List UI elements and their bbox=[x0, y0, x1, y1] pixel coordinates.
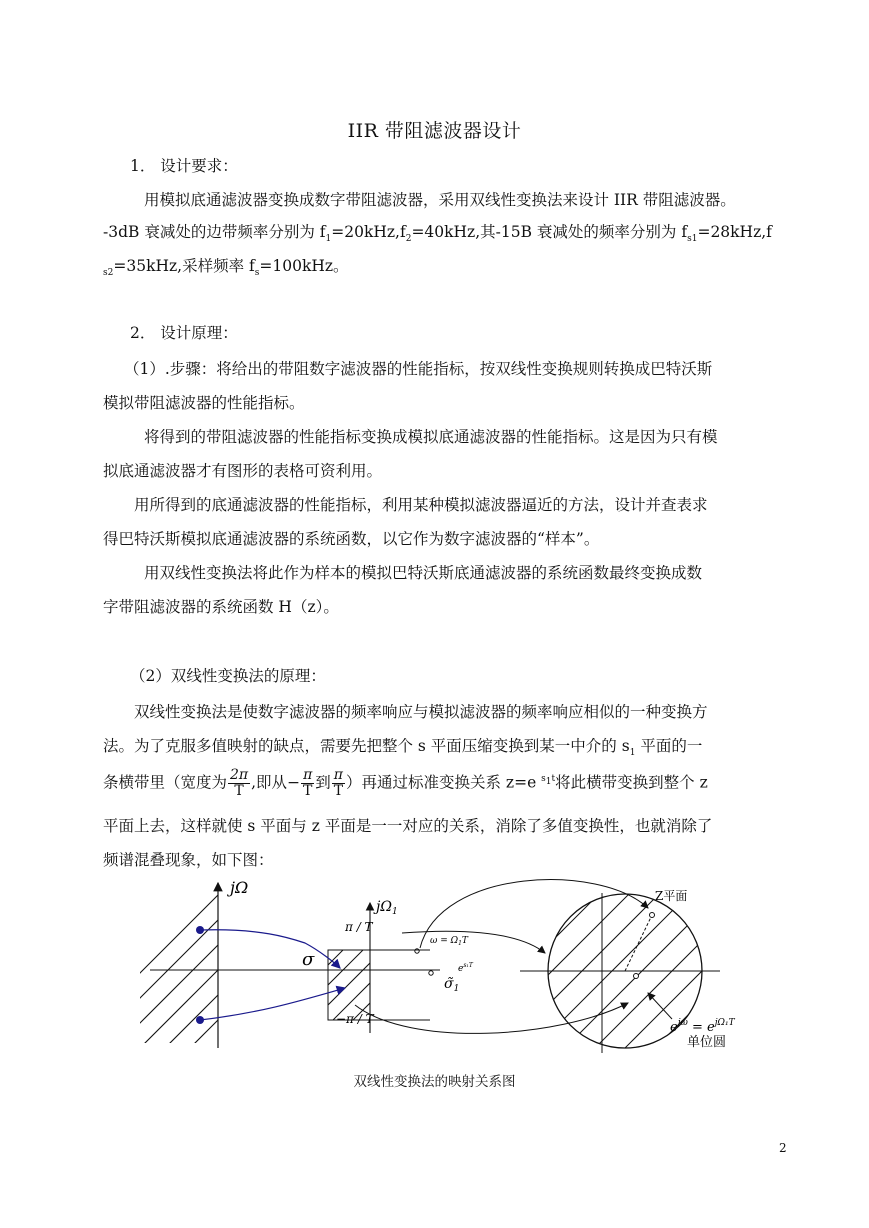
paragraph-line: 用双线性变换法将此作为样本的模拟巴特沃斯底通滤波器的系统函数最终变换成数 bbox=[144, 564, 703, 582]
label-omega-equation: $\omega = \Omega_1T$ bbox=[430, 936, 468, 947]
label-sigma1: $\sigmã_1$ bbox=[444, 976, 460, 994]
label-exp-s1T: $e^{s_1T}$ bbox=[458, 962, 473, 974]
point-on-circle bbox=[650, 913, 655, 918]
label-neg-pi-over-T: −π / T bbox=[336, 1012, 374, 1026]
point-inside-circle bbox=[634, 974, 639, 979]
figure-caption: 双线性变换法的映射关系图 bbox=[353, 1074, 516, 1090]
section2-heading: 2． 设计原理： bbox=[130, 324, 238, 342]
blue-arrow-upper bbox=[200, 930, 340, 968]
subsection-heading: （2）双线性变换法的原理： bbox=[130, 667, 326, 685]
paragraph-line: 得巴特沃斯模拟底通滤波器的系统函数，以它作为数字滤波器的“样本”。 bbox=[103, 530, 600, 548]
label-sigma: σ bbox=[302, 949, 315, 970]
fraction-pi-over-T: $\frac{\pi}{T}$ bbox=[333, 767, 344, 799]
paragraph-line: 模拟带阻滤波器的性能指标。 bbox=[103, 394, 305, 412]
point-marker bbox=[415, 949, 419, 953]
label-unit-circle-equation: $e^{j\omega} = e^{j\Omega_1T}$ bbox=[670, 1018, 735, 1035]
paragraph-line: 用模拟底通滤波器变换成数字带阻滤波器，采用双线性变换法来设计 IIR 带阻滤波器。 bbox=[144, 191, 736, 209]
paragraph-line: 将得到的带阻滤波器的性能指标变换成模拟底通滤波器的性能指标。这是因为只有模 bbox=[144, 428, 718, 446]
paragraph-line: 双线性变换法是使数字滤波器的频率响应与模拟滤波器的频率响应相似的一种变换方 bbox=[134, 703, 708, 721]
paragraph-line: 用所得到的底通滤波器的性能指标，利用某种模拟滤波器逼近的方法，设计并查表求 bbox=[134, 496, 708, 514]
unit-circle-pointer bbox=[648, 993, 672, 1019]
paragraph-line: 法。为了克服多值映射的缺点，需要先把整个 s 平面压缩变换到某一中介的 $s_1$ 平面的一 bbox=[103, 737, 703, 759]
paragraph-line: 字带阻滤波器的系统函数 H（z）。 bbox=[103, 598, 339, 616]
document-title: IIR 带阻滤波器设计 bbox=[347, 120, 522, 142]
paragraph-line: $_{s2}$=35kHz,采样频率 $f_s=100kHz$。 bbox=[103, 257, 349, 279]
label-jomega: jΩ bbox=[230, 878, 249, 897]
label-jomega1: $j\Omega_1$ bbox=[376, 899, 398, 917]
paragraph-line: 平面上去，这样就使 s 平面与 z 平面是一一对应的关系，消除了多值变换性，也就消除了 bbox=[103, 817, 713, 835]
paragraph-line: 条横带里（宽度为 $\frac{2\pi}{T}$ ,即从− $\frac{\pi}{T}$ 到 $\frac{\pi}{T}$ ）再通过标准变换关系 z=e $^{s_1t}$将此横带变换到整个 z bbox=[103, 767, 708, 799]
paragraph-line: 频谱混叠现象，如下图： bbox=[103, 851, 274, 869]
paragraph-line: 拟底通滤波器才有图形的表格可资利用。 bbox=[103, 462, 383, 480]
fraction-pi-over-T: $\frac{\pi}{T}$ bbox=[302, 767, 313, 799]
paragraph-line: （1）.步骤：将给出的带阻数字滤波器的性能指标，按双线性变换规则转换成巴特沃斯 bbox=[124, 360, 713, 378]
label-z-plane: Z平面 bbox=[655, 889, 688, 903]
point-marker bbox=[429, 971, 433, 975]
blue-arrow-lower bbox=[200, 988, 345, 1020]
paragraph-line: -3dB 衰减处的边带频率分别为 $f_1=20kHz,f_2=40kHz$,其-15B 衰减处的频率分别为 $f_{s1}=28kHz,f$ bbox=[103, 223, 772, 245]
bilinear-mapping-diagram bbox=[140, 873, 740, 1063]
arrow-strip-to-zplane-lower bbox=[355, 1003, 628, 1033]
disk-hatching bbox=[540, 893, 710, 1063]
label-pi-over-T: π / T bbox=[345, 920, 373, 934]
section1-heading: 1． 设计要求： bbox=[130, 157, 238, 175]
fraction-2pi-over-T: $\frac{2\pi}{T}$ bbox=[230, 767, 249, 799]
page-number: 2 bbox=[779, 1141, 787, 1155]
label-unit-circle: 单位圆 bbox=[687, 1035, 727, 1050]
